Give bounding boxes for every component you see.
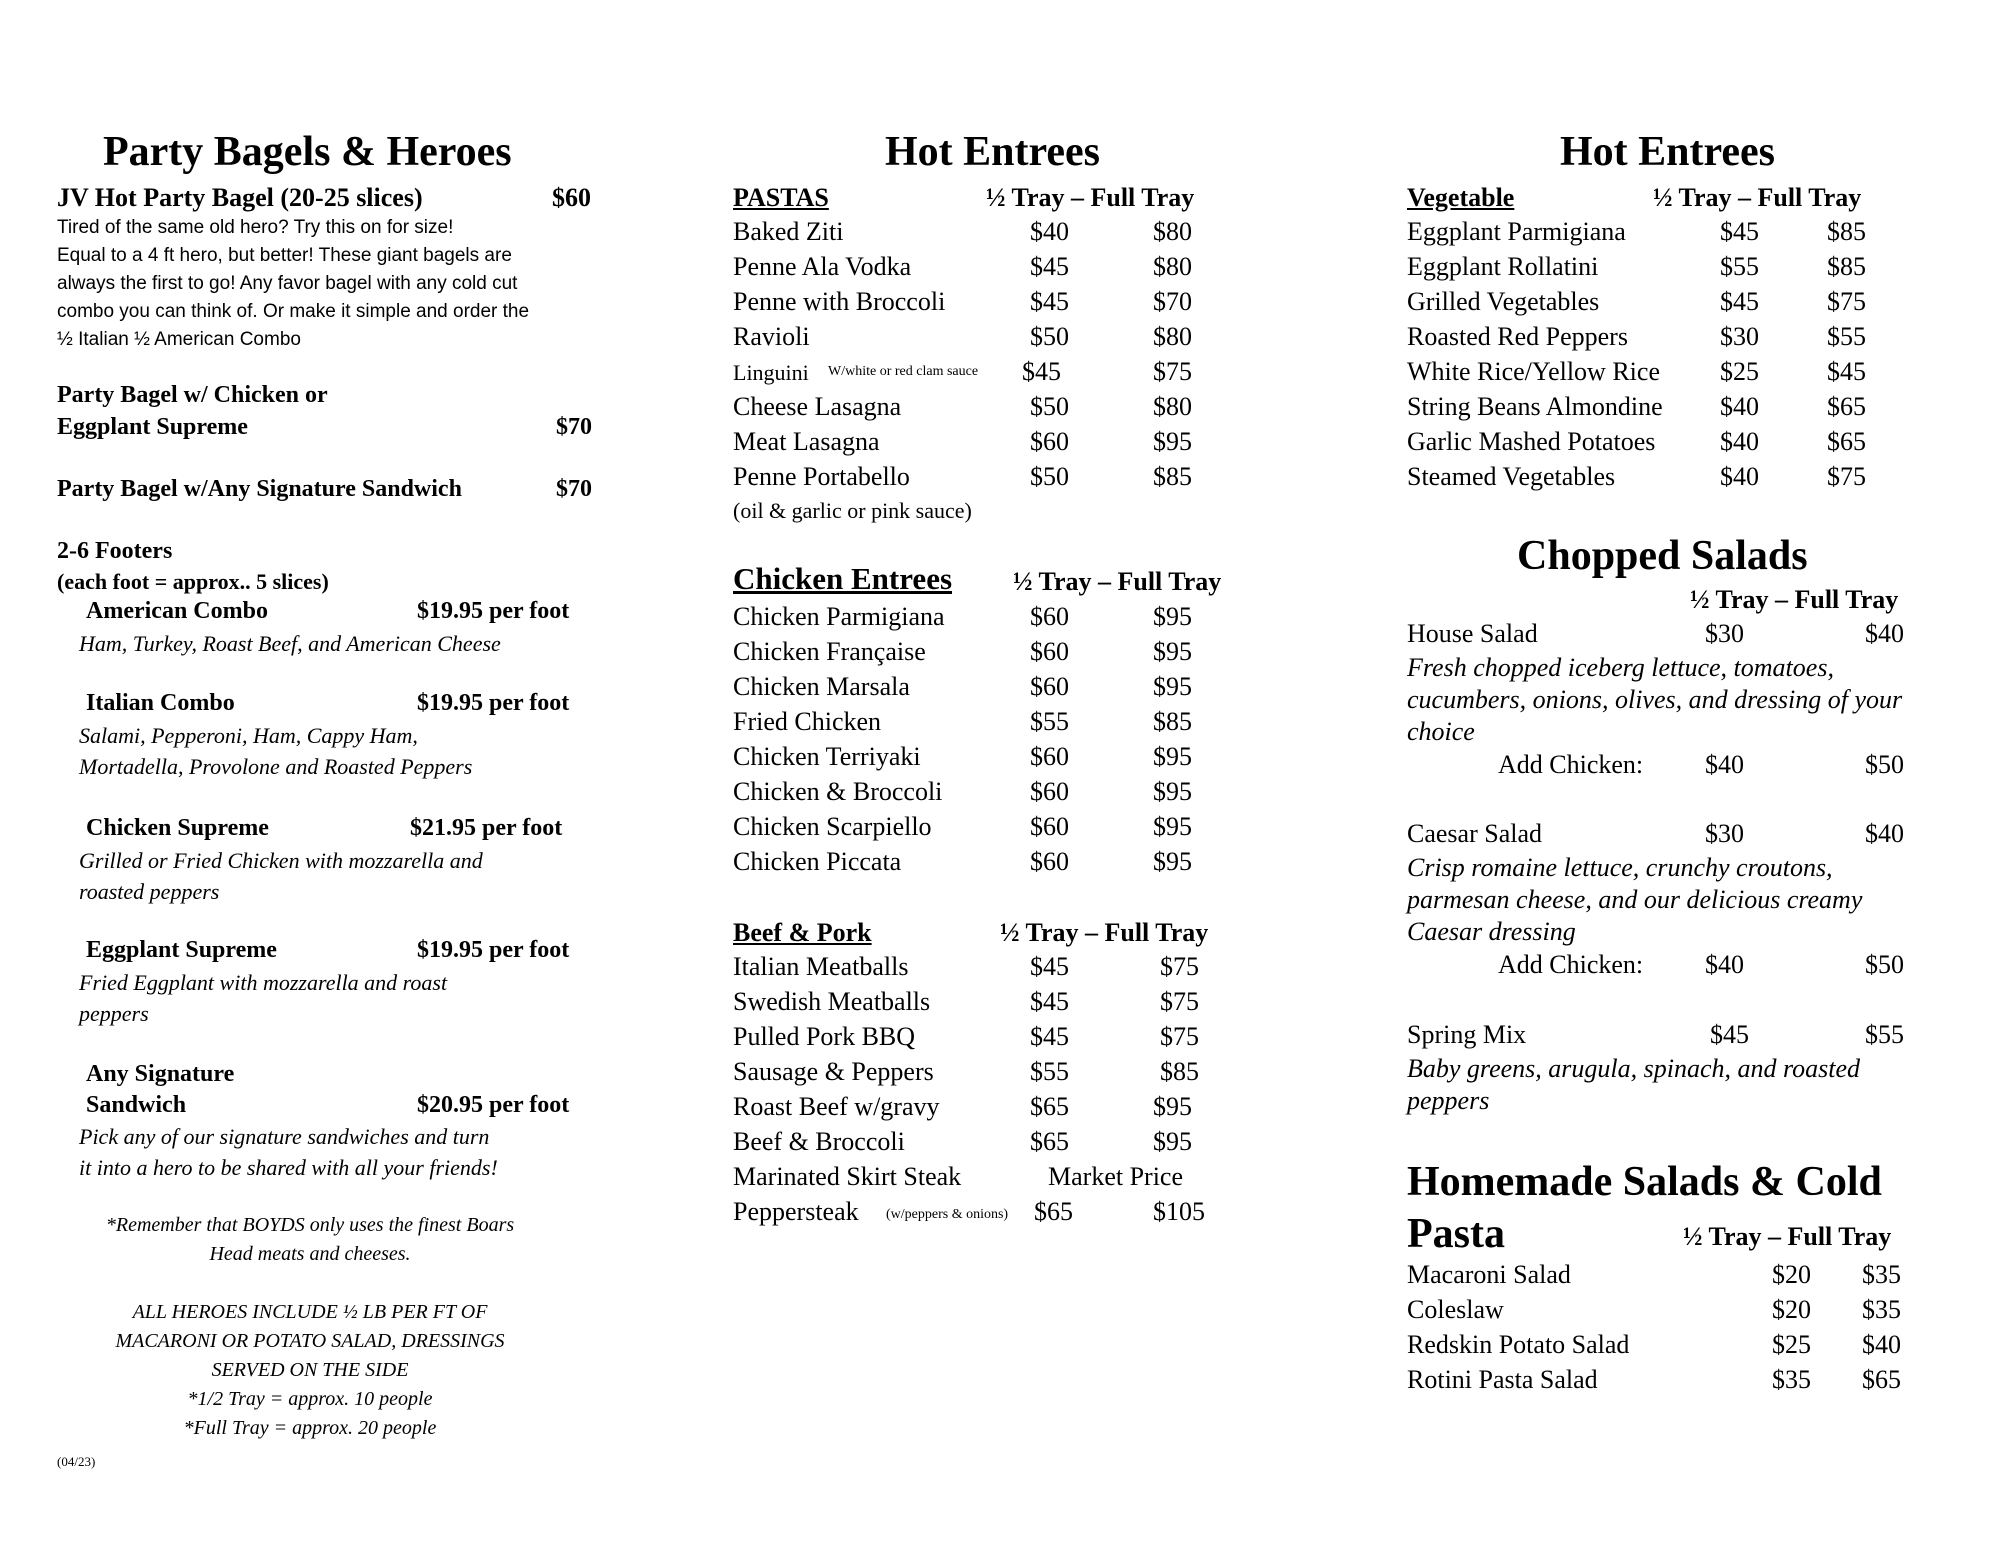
section-title-hot-entrees: Hot Entrees [885, 129, 1101, 175]
menu-item-full: $85 [1160, 1057, 1199, 1086]
menu-item-half: $35 [1772, 1365, 1811, 1394]
menu-item-half: $40 [1030, 217, 1069, 246]
menu-item-full: $80 [1153, 392, 1192, 421]
note-line: MACARONI OR POTATO SALAD, DRESSINGS [115, 1330, 505, 1352]
note-line: *Full Tray = approx. 20 people [183, 1417, 437, 1439]
menu-item-half: $40 [1720, 427, 1759, 456]
menu-item-full: $75 [1153, 357, 1192, 386]
menu-item-price: Market Price [1048, 1162, 1184, 1191]
hero-price: $21.95 per foot [410, 815, 563, 841]
menu-item-name: Steamed Vegetables [1407, 462, 1616, 491]
hot-bagel-desc-5: ½ Italian ½ American Combo [57, 329, 301, 350]
menu-date: (04/23) [57, 1454, 96, 1469]
menu-item-full: $65 [1827, 427, 1866, 456]
signature-line2: Sandwich [86, 1092, 187, 1118]
chicken-bagel-line2: Eggplant Supreme [57, 414, 248, 440]
hero-name: Italian Combo [86, 690, 235, 716]
menu-item-full: $95 [1153, 1127, 1192, 1156]
menu-item-name: Ravioli [733, 322, 810, 351]
menu-item-half: $65 [1034, 1197, 1073, 1226]
menu-item-name: Chicken Française [733, 637, 926, 666]
spring-mix-full: $55 [1865, 1020, 1904, 1049]
menu-item-half: $40 [1720, 392, 1759, 421]
caesar-salad-desc: Crisp romaine lettuce, crunchy croutons, [1407, 853, 1833, 882]
house-salad-desc: choice [1407, 717, 1475, 746]
hot-bagel-desc-2: Equal to a 4 ft hero, but better! These giant bagels are [57, 245, 512, 266]
pastas-title: PASTAS [733, 183, 829, 212]
menu-item-name: Chicken Scarpiello [733, 812, 932, 841]
menu-item-name: Chicken Terriyaki [733, 742, 921, 771]
menu-item-name: Eggplant Rollatini [1407, 252, 1599, 281]
hot-bagel-price: $60 [552, 183, 591, 212]
menu-item-full: $80 [1153, 217, 1192, 246]
menu-item-full: $45 [1827, 357, 1866, 386]
house-salad-desc: cucumbers, onions, olives, and dressing of your [1407, 685, 1903, 714]
peppersteak-note: (w/peppers & onions) [886, 1207, 1009, 1222]
caesar-salad-full: $40 [1865, 819, 1904, 848]
menu-item-full: $95 [1153, 427, 1192, 456]
menu-item-name: Macaroni Salad [1407, 1260, 1571, 1289]
menu-item-name: Chicken & Broccoli [733, 777, 943, 806]
hero-price: $19.95 per foot [417, 937, 570, 963]
menu-item-name: Cheese Lasagna [733, 392, 902, 421]
menu-item-name: Grilled Vegetables [1407, 287, 1600, 316]
menu-item-half: $45 [1030, 252, 1069, 281]
menu-item-full: $40 [1862, 1330, 1901, 1359]
menu-item-full: $95 [1153, 602, 1192, 631]
menu-item-half: $55 [1030, 1057, 1069, 1086]
menu-item-name: Eggplant Parmigiana [1407, 217, 1626, 246]
hero-price: $19.95 per foot [417, 690, 570, 716]
menu-item-half: $45 [1030, 287, 1069, 316]
menu-item-name: Penne Portabello [733, 462, 910, 491]
beef-header: ½ Tray – Full Tray [1000, 918, 1209, 947]
menu-item-name: Baked Ziti [733, 217, 844, 246]
menu-item-name: Chicken Parmigiana [733, 602, 945, 631]
signature-line1: Any Signature [86, 1061, 235, 1087]
note-line: *Remember that BOYDS only uses the finest Boars [105, 1214, 515, 1236]
menu-item-name: Peppersteak [733, 1197, 859, 1226]
menu-item-full: $65 [1827, 392, 1866, 421]
hero-desc: Grilled or Fried Chicken with mozzarella and [79, 848, 483, 873]
hot-bagel-desc-3: always the first to go! Any favor bagel with any cold cut [57, 273, 518, 294]
signature-desc: Pick any of our signature sandwiches and turn [79, 1124, 490, 1149]
menu-item-full: $55 [1827, 322, 1866, 351]
menu-item-half: $50 [1030, 392, 1069, 421]
menu-item-half: $60 [1030, 847, 1069, 876]
menu-item-name: Penne with Broccoli [733, 287, 946, 316]
menu-item-name: Penne Ala Vodka [733, 252, 912, 281]
menu-item-half: $25 [1772, 1330, 1811, 1359]
homemade-header: ½ Tray – Full Tray [1683, 1222, 1892, 1251]
menu-item-name: Garlic Mashed Potatoes [1407, 427, 1656, 456]
menu-item-name: Roasted Red Peppers [1407, 322, 1628, 351]
beef-title: Beef & Pork [733, 918, 872, 947]
chicken-header: ½ Tray – Full Tray [1013, 567, 1222, 596]
signature-price: $20.95 per foot [417, 1092, 570, 1118]
hero-price: $19.95 per foot [417, 598, 570, 624]
veg-header: ½ Tray – Full Tray [1653, 183, 1862, 212]
hero-desc: Salami, Pepperoni, Ham, Cappy Ham, [79, 723, 418, 748]
menu-item-name: Swedish Meatballs [733, 987, 931, 1016]
menu-item-name: Linguini [733, 360, 809, 385]
menu-item-name: Beef & Broccoli [733, 1127, 905, 1156]
menu-item-full: $95 [1153, 637, 1192, 666]
menu-item-name: Pulled Pork BBQ [733, 1022, 916, 1051]
section-title-homemade-line2: Pasta [1407, 1211, 1505, 1257]
menu-item-half: $45 [1720, 217, 1759, 246]
menu-item-full: $80 [1153, 322, 1192, 351]
menu-item-name: Rotini Pasta Salad [1407, 1365, 1598, 1394]
menu-item-full: $85 [1153, 462, 1192, 491]
menu-item-name: White Rice/Yellow Rice [1407, 357, 1660, 386]
spring-mix-half: $45 [1710, 1020, 1749, 1049]
house-salad-half: $30 [1705, 619, 1744, 648]
spring-mix-desc: peppers [1407, 1086, 1490, 1115]
add-chicken-full: $50 [1865, 750, 1904, 779]
hot-bagel-desc-4: combo you can think of. Or make it simple and order the [57, 301, 530, 322]
menu-item-full: $35 [1862, 1295, 1901, 1324]
menu-item-full: $75 [1160, 987, 1199, 1016]
menu-item-half: $45 [1022, 357, 1061, 386]
menu-item-half: $45 [1720, 287, 1759, 316]
menu-item-name: Chicken Piccata [733, 847, 902, 876]
sig-bagel-name: Party Bagel w/Any Signature Sandwich [57, 476, 462, 502]
hero-desc: Fried Eggplant with mozzarella and roast [79, 970, 448, 995]
menu-item-name: Fried Chicken [733, 707, 882, 736]
hero-name: American Combo [86, 598, 268, 624]
hero-name: Chicken Supreme [86, 815, 269, 841]
menu-item-full: $95 [1153, 742, 1192, 771]
signature-desc: it into a hero to be shared with all your friends! [79, 1155, 498, 1180]
menu-item-full: $75 [1160, 952, 1199, 981]
menu-item-half: $45 [1030, 1022, 1069, 1051]
house-salad-name: House Salad [1407, 619, 1538, 648]
footers-title: 2-6 Footers [57, 538, 173, 564]
note-line: *1/2 Tray = approx. 10 people [187, 1388, 433, 1410]
menu-item-half: $60 [1030, 427, 1069, 456]
menu-item-name: Italian Meatballs [733, 952, 909, 981]
menu-item-half: $55 [1720, 252, 1759, 281]
menu-item-full: $85 [1827, 252, 1866, 281]
menu-item-half: $60 [1030, 672, 1069, 701]
menu-item-name: Chicken Marsala [733, 672, 910, 701]
menu-item-half: $60 [1030, 812, 1069, 841]
footers-note: (each foot = approx.. 5 slices) [57, 569, 329, 594]
menu-item-name: Sausage & Peppers [733, 1057, 934, 1086]
menu-item-half: $60 [1030, 777, 1069, 806]
menu-item-full: $65 [1862, 1365, 1901, 1394]
menu-item-half: $50 [1030, 462, 1069, 491]
menu-item-full: $95 [1153, 777, 1192, 806]
caesar-salad-desc: parmesan cheese, and our delicious creamy [1407, 885, 1863, 914]
hero-name: Eggplant Supreme [86, 937, 277, 963]
caesar-salad-name: Caesar Salad [1407, 819, 1543, 848]
menu-item-half: $60 [1030, 602, 1069, 631]
menu-item-full: $70 [1153, 287, 1192, 316]
add-chicken-half: $40 [1705, 950, 1744, 979]
menu-item-half: $20 [1772, 1295, 1811, 1324]
menu-item-half: $50 [1030, 322, 1069, 351]
hero-desc: Ham, Turkey, Roast Beef, and American Cheese [79, 631, 501, 656]
sig-bagel-price: $70 [556, 476, 592, 502]
section-title-party-bagels: Party Bagels & Heroes [103, 129, 512, 175]
menu-item-half: $65 [1030, 1092, 1069, 1121]
spring-mix-desc: Baby greens, arugula, spinach, and roasted [1407, 1054, 1861, 1083]
hero-desc: peppers [79, 1001, 149, 1026]
menu-item-half: $60 [1030, 637, 1069, 666]
menu-item-full: $85 [1153, 707, 1192, 736]
menu-item-name: String Beans Almondine [1407, 392, 1663, 421]
menu-item-name: Roast Beef w/gravy [733, 1092, 940, 1121]
linguini-note: W/white or red clam sauce [828, 364, 979, 379]
hot-bagel-desc-1: Tired of the same old hero? Try this on for size! [57, 217, 454, 238]
menu-item-full: $75 [1160, 1022, 1199, 1051]
salads-header: ½ Tray – Full Tray [1690, 585, 1899, 614]
add-chicken-full: $50 [1865, 950, 1904, 979]
menu-item-half: $40 [1720, 462, 1759, 491]
menu-item-half: $45 [1030, 952, 1069, 981]
menu-item-half: $55 [1030, 707, 1069, 736]
caesar-salad-desc: Caesar dressing [1407, 917, 1576, 946]
menu-item-half: $20 [1772, 1260, 1811, 1289]
menu-item-half: $25 [1720, 357, 1759, 386]
add-chicken-half: $40 [1705, 750, 1744, 779]
hero-desc: roasted peppers [79, 879, 220, 904]
menu-item-full: $105 [1153, 1197, 1205, 1226]
hot-bagel-name: JV Hot Party Bagel (20-25 slices) [57, 183, 423, 212]
section-title-homemade-line1: Homemade Salads & Cold [1407, 1159, 1882, 1205]
menu-item-full: $95 [1153, 847, 1192, 876]
menu-item-full: $95 [1153, 672, 1192, 701]
menu-item-name: Meat Lasagna [733, 427, 880, 456]
portabello-note: (oil & garlic or pink sauce) [733, 498, 972, 523]
veg-title: Vegetable [1407, 183, 1515, 212]
menu-item-half: $30 [1720, 322, 1759, 351]
menu-item-half: $60 [1030, 742, 1069, 771]
note-line: SERVED ON THE SIDE [211, 1359, 409, 1381]
spring-mix-name: Spring Mix [1407, 1020, 1527, 1049]
menu-item-full: $80 [1153, 252, 1192, 281]
hero-desc: Mortadella, Provolone and Roasted Peppers [79, 754, 473, 779]
add-chicken-label: Add Chicken: [1498, 750, 1644, 779]
house-salad-full: $40 [1865, 619, 1904, 648]
menu-item-half: $65 [1030, 1127, 1069, 1156]
menu-item-full: $75 [1827, 287, 1866, 316]
menu-item-full: $95 [1153, 1092, 1192, 1121]
note-line: Head meats and cheeses. [209, 1243, 411, 1265]
menu-item-name: Marinated Skirt Steak [733, 1162, 962, 1191]
house-salad-desc: Fresh chopped iceberg lettuce, tomatoes, [1407, 653, 1834, 682]
section-title-chopped-salads: Chopped Salads [1517, 533, 1808, 579]
caesar-salad-half: $30 [1705, 819, 1744, 848]
chicken-bagel-line1: Party Bagel w/ Chicken or [57, 382, 328, 408]
menu-item-full: $75 [1827, 462, 1866, 491]
chicken-title: Chicken Entrees [733, 561, 953, 596]
section-title-hot-entrees-2: Hot Entrees [1560, 129, 1776, 175]
add-chicken-label: Add Chicken: [1498, 950, 1644, 979]
note-line: ALL HEROES INCLUDE ½ LB PER FT OF [132, 1301, 488, 1323]
menu-item-full: $35 [1862, 1260, 1901, 1289]
menu-item-full: $85 [1827, 217, 1866, 246]
menu-item-name: Redskin Potato Salad [1407, 1330, 1630, 1359]
menu-item-full: $95 [1153, 812, 1192, 841]
menu-item-half: $45 [1030, 987, 1069, 1016]
pastas-header: ½ Tray – Full Tray [986, 183, 1195, 212]
chicken-bagel-price: $70 [556, 414, 592, 440]
menu-item-name: Coleslaw [1407, 1295, 1504, 1324]
